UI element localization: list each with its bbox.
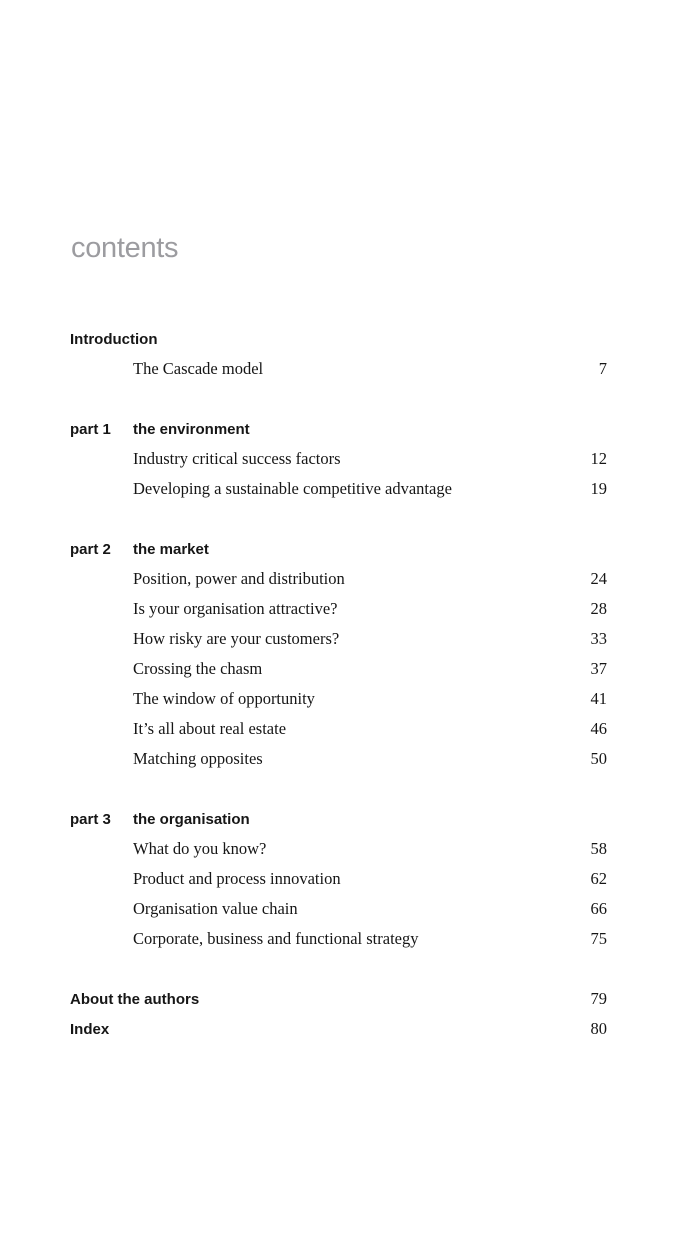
entry-page-number: 75 — [590, 929, 607, 948]
entry-title: How risky are your customers? — [133, 629, 340, 648]
toc-entry — [70, 564, 607, 594]
toc-entry — [70, 714, 607, 744]
entry-page-number: 33 — [590, 629, 607, 648]
toc-entry — [70, 894, 607, 924]
toc-entry — [70, 744, 607, 774]
entry-title: Position, power and distribution — [133, 569, 345, 588]
entry-title: What do you know? — [133, 839, 267, 858]
entry-title: Is your organisation attractive? — [133, 599, 338, 618]
entry-page-number: 19 — [590, 479, 607, 498]
entry-title: Organisation value chain — [133, 899, 298, 918]
toc-section-part-1 — [70, 414, 607, 504]
entry-title: Crossing the chasm — [133, 659, 263, 678]
section-heading: the environment — [133, 420, 250, 438]
toc-section-part-2 — [70, 534, 607, 774]
section-heading-row — [70, 324, 607, 354]
toc-section-introduction — [70, 324, 607, 384]
toc-entry — [70, 924, 607, 954]
entry-title: The Cascade model — [133, 359, 264, 378]
part-label: part 1 — [70, 420, 111, 438]
entry-page-number: 41 — [590, 689, 607, 708]
entry-title: Corporate, business and functional strategy — [133, 929, 419, 948]
toc-entry — [70, 864, 607, 894]
toc-entry — [70, 354, 607, 384]
page-title: contents — [71, 232, 179, 264]
table-of-contents — [70, 324, 607, 1044]
toc-entry — [70, 444, 607, 474]
back-matter-title: About the authors — [70, 990, 200, 1008]
entry-title: It’s all about real estate — [133, 719, 287, 738]
entry-page-number: 37 — [590, 659, 607, 678]
toc-entry — [70, 624, 607, 654]
entry-title: Product and process innovation — [133, 869, 341, 888]
entry-page-number: 66 — [590, 899, 607, 918]
entry-page-number: 80 — [590, 1019, 607, 1038]
entry-page-number: 24 — [590, 569, 607, 588]
toc-back-matter — [70, 984, 607, 1044]
entry-title: Industry critical success factors — [133, 449, 341, 468]
toc-entry — [70, 654, 607, 684]
entry-page-number: 50 — [590, 749, 607, 768]
toc-entry — [70, 1014, 607, 1044]
toc-entry — [70, 684, 607, 714]
entry-page-number: 46 — [590, 719, 607, 738]
entry-title: Matching opposites — [133, 749, 263, 768]
part-label: part 3 — [70, 810, 111, 828]
section-heading: the market — [133, 540, 209, 558]
section-heading: Introduction — [70, 330, 158, 348]
entry-title: The window of opportunity — [133, 689, 315, 708]
toc-entry — [70, 594, 607, 624]
toc-entry — [70, 984, 607, 1014]
entry-page-number: 28 — [590, 599, 607, 618]
section-heading-row — [70, 414, 607, 444]
toc-entry — [70, 474, 607, 504]
entry-page-number: 58 — [590, 839, 607, 858]
entry-page-number: 79 — [590, 989, 607, 1008]
entry-page-number: 12 — [590, 449, 607, 468]
entry-page-number: 62 — [590, 869, 607, 888]
back-matter-title: Index — [70, 1020, 110, 1038]
section-heading: the organisation — [133, 810, 250, 828]
part-label: part 2 — [70, 540, 111, 558]
entry-title: Developing a sustainable competitive advantage — [133, 479, 452, 498]
entry-page-number: 7 — [598, 359, 607, 378]
section-heading-row — [70, 534, 607, 564]
section-heading-row — [70, 804, 607, 834]
toc-entry — [70, 834, 607, 864]
toc-section-part-3 — [70, 804, 607, 954]
